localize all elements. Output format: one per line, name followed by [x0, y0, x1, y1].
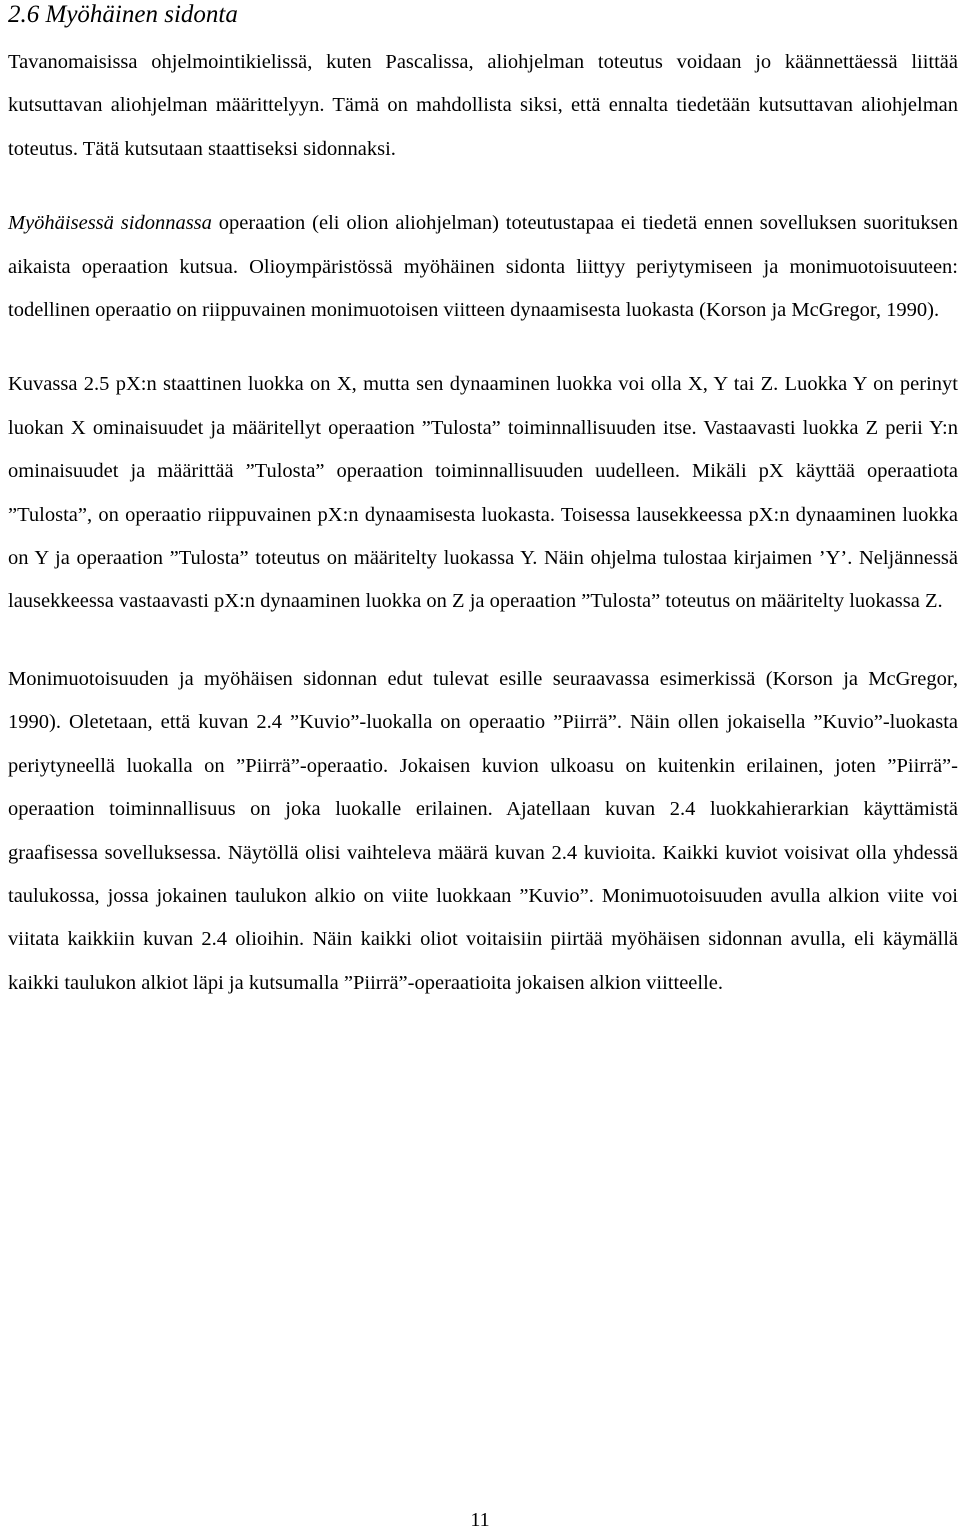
page-number: 11 — [470, 1509, 490, 1531]
italic-term: Myöhäisessä sidonnassa — [8, 212, 212, 235]
paragraph-late-binding-text: operaation (eli olion aliohjelman) toteutustapaa ei tiedetä ennen sovelluksen suorituksen aikaista operaation kutsua. Olioympäristössä myöhäinen sidonta liittyy periytymiseen ja monimuotoisuuteen: todellinen operaatio on riippuvainen monimuotoisen viitteen dynaamisesta luokasta (Korson ja McGregor, 1990). — [8, 212, 958, 322]
paragraph-late-binding-definition — [8, 202, 958, 332]
paragraph-polymorphism-benefits: Monimuotoisuuden ja myöhäisen sidonnan edut tulevat esille seuraavassa esimerkissä (Korson ja McGregor, 1990). Oletetaan, että kuvan 2.4 ”Kuvio”-luokalla on operaatio ”Piirrä”. Näin ollen jokaisella ”Kuvio”-luokasta periytyneellä luokalla on ”Piirrä”-operaatio. Jokaisen kuvion ulkoasu on kuitenkin erilainen, joten ”Piirrä”-operaation toiminnallisuus on joka luokalle erilainen. Ajatellaan kuvan 2.4 luokkahierarkian käyttämistä graafisessa sovelluksessa. Näytöllä olisi vaihteleva määrä kuvan 2.4 kuvioita. Kaikki kuviot voisivat olla yhdessä taulukossa, jossa jokainen taulukon alkio on viite luokkaan ”Kuvio”. Monimuotoisuuden avulla alkion viite voi viitata kaikkiin kuvan 2.4 olioihin. Näin kaikki oliot voitaisiin piirtää myöhäisen sidonnan avulla, eli käymällä kaikki taulukon alkiot läpi ja kutsumalla ”Piirrä”-operaatioita jokaisen alkion viitteelle. — [8, 667, 958, 994]
document-page — [8, 0, 958, 1005]
section-heading: 2.6 Myöhäinen sidonta — [8, 1, 238, 28]
paragraph-static-binding: Tavanomaisissa ohjelmointikielissä, kuten Pascalissa, aliohjelman toteutus voidaan jo käännettäessä liittää kutsuttavan aliohjelman määrittelyyn. Tämä on mahdollista siksi, että ennalta tiedetään kutsuttavan aliohjelman toteutus. Tätä kutsutaan staattiseksi sidonnaksi. — [8, 51, 958, 160]
paragraph-figure-example: Kuvassa 2.5 pX:n staattinen luokka on X, mutta sen dynaaminen luokka voi olla X, Y tai Z. Luokka Y on perinyt luokan X ominaisuudet ja määritellyt operaation ”Tulosta” toiminnallisuuden itse. Vastaavasti luokka Z perii Y:n ominaisuudet ja määrittää ”Tulosta” operaation toiminnallisuuden uudelleen. Mikäli pX käyttää operaatiota ”Tulosta”, on operaatio riippuvainen pX:n dynaamisesta luokasta. Toisessa lausekkeessa pX:n dynaaminen luokka on Y ja operaation ”Tulosta” toteutus on määritelty luokassa Y. Näin ohjelma tulostaa kirjaimen ’Y’. Neljännessä lausekkeessa vastaavasti pX:n dynaaminen luokka on Z ja operaation ”Tulosta” toteutus on määritelty luokassa Z. — [8, 373, 958, 613]
